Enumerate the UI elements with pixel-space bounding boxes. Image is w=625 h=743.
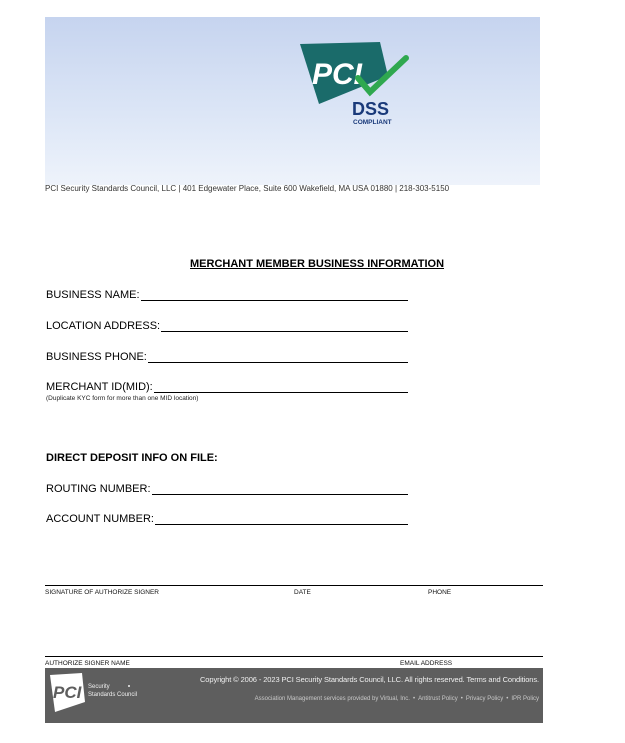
privacy-policy-link[interactable]: Privacy Policy: [465, 696, 504, 702]
date-label: DATE: [294, 589, 311, 596]
account-number-input-line[interactable]: [155, 514, 408, 525]
footer-logo-letters: PCI: [53, 683, 82, 702]
council-address: PCI Security Standards Council, LLC | 401 Edgewater Place, Suite 600 Wakefield, MA USA 01880 | 218-303-5150: [45, 184, 450, 193]
location-address-label: LOCATION ADDRESS:: [46, 320, 161, 332]
location-address-input-line[interactable]: [161, 321, 408, 332]
signature-line[interactable]: [45, 585, 543, 586]
business-name-field[interactable]: [46, 289, 408, 301]
business-phone-label: BUSINESS PHONE:: [46, 351, 147, 363]
footer-logo-line1: Security: [88, 684, 110, 690]
footer-bar: [45, 668, 543, 723]
pci-council-logo: [49, 672, 139, 716]
signer-name-label: AUTHORIZE SIGNER NAME: [45, 660, 130, 667]
business-phone-input-line[interactable]: [148, 352, 408, 363]
footer-assoc-text: Association Management services provided by Virtual, Inc.: [254, 696, 410, 702]
merchant-id-label: MERCHANT ID(MID):: [46, 381, 153, 393]
merchant-id-field[interactable]: [46, 381, 408, 393]
logo-compliant: COMPLIANT: [353, 119, 392, 126]
footer-separator: •: [506, 696, 509, 702]
business-name-label: BUSINESS NAME:: [46, 289, 140, 301]
ipr-policy-link[interactable]: IPR Policy: [511, 696, 539, 702]
routing-number-field[interactable]: [46, 483, 408, 495]
footer-logo-dot: [128, 685, 130, 687]
mid-note: (Duplicate KYC form for more than one MID location): [46, 395, 199, 402]
account-number-label: ACCOUNT NUMBER:: [46, 513, 154, 525]
location-address-field[interactable]: [46, 320, 408, 332]
signer-name-line[interactable]: [45, 656, 543, 657]
footer-links: [255, 696, 539, 702]
merchant-id-input-line[interactable]: [154, 382, 408, 393]
pci-dss-compliant-logo: [300, 42, 410, 126]
antitrust-policy-link[interactable]: Antitrust Policy: [418, 696, 458, 702]
signer-signature-label: SIGNATURE OF AUTHORIZE SIGNER: [45, 589, 160, 596]
logo-dss: DSS: [352, 99, 390, 119]
business-name-input-line[interactable]: [141, 290, 408, 301]
footer-separator: •: [460, 696, 463, 702]
phone-label: PHONE: [428, 589, 452, 596]
footer-copyright: Copyright © 2006 - 2023 PCI Security Standards Council, LLC. All rights reserved. Terms and Conditions.: [199, 675, 539, 684]
form-title: MERCHANT MEMBER BUSINESS INFORMATION: [190, 258, 445, 270]
footer-logo-line2: Standards Council: [88, 692, 138, 698]
footer-separator: •: [412, 696, 416, 702]
business-phone-field[interactable]: [46, 351, 408, 363]
routing-number-label: ROUTING NUMBER:: [46, 483, 151, 495]
logo-letters: PCI: [312, 58, 363, 91]
deposit-heading: DIRECT DEPOSIT INFO ON FILE:: [46, 452, 218, 464]
routing-number-input-line[interactable]: [152, 484, 409, 495]
account-number-field[interactable]: [46, 513, 408, 525]
header-banner: [45, 17, 540, 185]
email-label: EMAIL ADDRESS: [400, 660, 453, 667]
